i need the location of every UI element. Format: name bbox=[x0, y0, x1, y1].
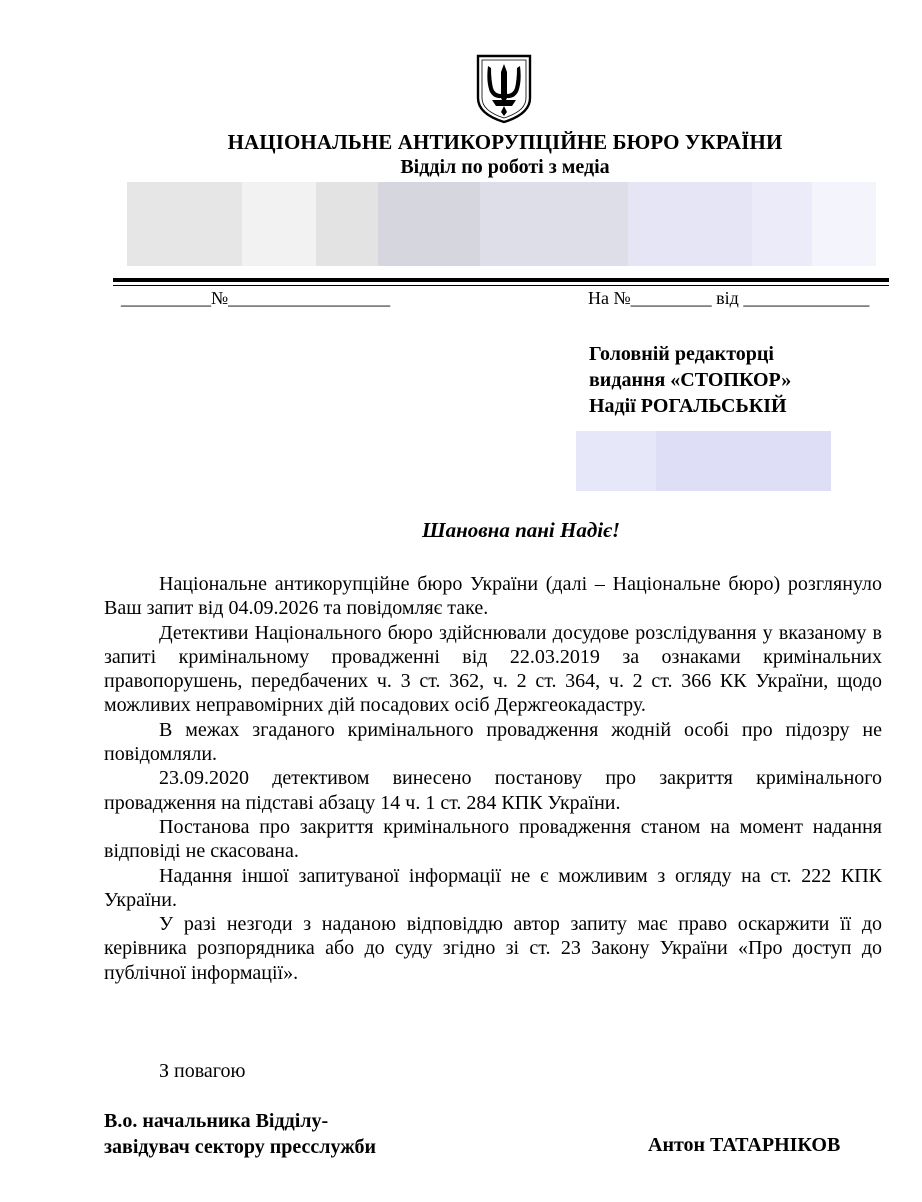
body-paragraph: У разі незгоди з наданою відповіддю автор запиту має право оскаржити її до керівника розпорядника або до суду згідно зі ст. 23 Закону України «Про доступ до публічної інформації». bbox=[104, 913, 882, 984]
signatory-title-line-1: В.о. начальника Відділу- bbox=[104, 1110, 329, 1132]
body-paragraph: Постанова про закриття кримінального провадження станом на момент надання відповіді не скасована. bbox=[104, 815, 882, 863]
body-paragraph: Надання іншої запитуваної інформації не є можливим з огляду на ст. 222 КПК України. bbox=[104, 864, 882, 911]
addressee-line-3: Надії РОГАЛЬСЬКІЙ bbox=[589, 395, 787, 417]
outgoing-number-line: __________№__________________ bbox=[121, 288, 391, 308]
trident-coat-of-arms-icon bbox=[474, 52, 534, 124]
body-paragraph: 23.09.2020 детективом винесено постанову про закриття кримінального провадження на підставі абзацу 14 ч. 1 ст. 284 КПК України. bbox=[104, 767, 882, 814]
letter-body bbox=[104, 572, 882, 985]
addressee-line-2: видання «СТОПКОР» bbox=[589, 369, 792, 391]
body-paragraph: Детективи Національного бюро здійснювали досудове розслідування у вказаному в запиті кримінальному провадженні від 22.03.2019 за ознаками кримінальних правопорушень, передбачених ч. 3 ст. 362, ч. 2 ст. 364, ч. 2 ст. 366 КК України, щодо можливих неправомірних дій посадових осіб Держгеокадастру. bbox=[104, 621, 882, 717]
signatory-title bbox=[104, 1108, 376, 1160]
department-name: Відділ по роботі з медіа bbox=[400, 156, 610, 178]
salutation: Шановна пані Надіє! bbox=[422, 518, 620, 542]
signatory-name: Антон ТАТАРНІКОВ bbox=[648, 1134, 841, 1156]
incoming-number-line: На №_________ від ______________ bbox=[588, 288, 870, 308]
addressee-line-1: Головній редакторці bbox=[589, 343, 774, 365]
header-rule-thin bbox=[113, 285, 889, 286]
header-rule-thick bbox=[113, 278, 889, 282]
body-paragraph: В межах згаданого кримінального провадження жодній особі про підозру не повідомляли. bbox=[104, 718, 882, 766]
closing-phrase: З повагою bbox=[159, 1060, 246, 1082]
body-paragraph: Національне антикорупційне бюро України (далі – Національне бюро) розглянуло Ваш запит від 04.09.2026 та повідомляє таке. bbox=[104, 573, 882, 620]
addressee-block bbox=[589, 341, 791, 419]
signatory-title-line-2: завідувач сектору пресслужби bbox=[104, 1136, 376, 1158]
organization-title: НАЦІОНАЛЬНЕ АНТИКОРУПЦІЙНЕ БЮРО УКРАЇНИ bbox=[227, 130, 783, 154]
